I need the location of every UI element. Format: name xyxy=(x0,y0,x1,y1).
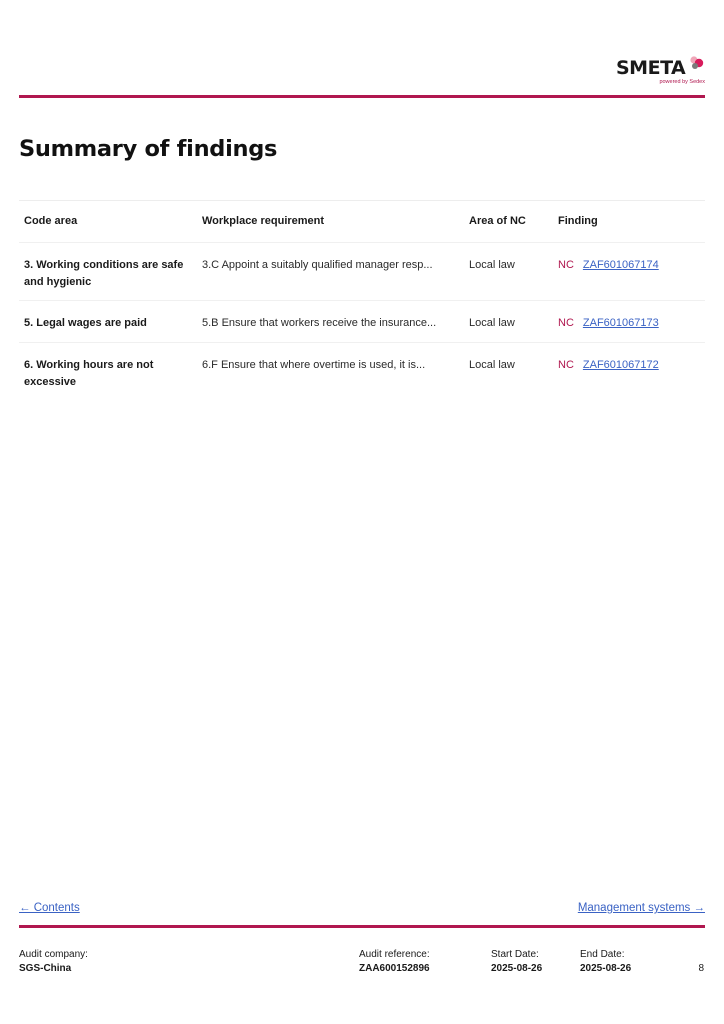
findings-table xyxy=(19,200,705,401)
finding-ref-link[interactable]: ZAF601067172 xyxy=(582,359,659,371)
code-area-cell: 3. Working conditions are safe and hygienic xyxy=(24,259,184,288)
header-divider xyxy=(19,95,705,98)
requirement-cell: 6.F Ensure that where overtime is used, it is... xyxy=(202,359,426,371)
start-date-label: Start Date: xyxy=(491,949,539,960)
nc-status-badge: NC xyxy=(558,359,574,371)
logo-wordmark: SMETA xyxy=(616,57,686,79)
table-row xyxy=(19,301,705,343)
table-row xyxy=(19,343,705,401)
area-cell: Local law xyxy=(469,259,515,271)
footer-divider xyxy=(19,925,705,928)
table-row xyxy=(19,243,705,301)
management-systems-link[interactable]: Management systems → xyxy=(577,902,705,914)
finding-cell xyxy=(553,343,705,401)
finding-cell xyxy=(553,243,705,301)
finding-ref-link[interactable]: ZAF601067173 xyxy=(582,317,659,329)
audit-company-value: SGS-China xyxy=(19,963,72,974)
start-date xyxy=(491,948,542,976)
end-date-value: 2025-08-26 xyxy=(580,963,632,974)
finding-cell xyxy=(553,301,705,343)
area-cell: Local law xyxy=(469,359,515,371)
audit-reference-label: Audit reference: xyxy=(359,949,430,960)
audit-company xyxy=(19,948,88,976)
end-date-label: End Date: xyxy=(580,949,625,960)
table-header-row xyxy=(19,201,705,243)
audit-company-label: Audit company: xyxy=(19,949,88,960)
end-date xyxy=(580,948,631,976)
page-number: 8 xyxy=(698,963,704,974)
header-code-area: Code area xyxy=(24,215,78,227)
nc-status-badge: NC xyxy=(558,259,574,271)
area-cell: Local law xyxy=(469,317,515,329)
logo-dots-icon xyxy=(686,54,706,74)
nc-status-badge: NC xyxy=(558,317,574,329)
page-title: Summary of findings xyxy=(19,136,278,162)
header-workplace-requirement: Workplace requirement xyxy=(202,215,325,227)
contents-link[interactable]: ← Contents xyxy=(19,902,80,914)
start-date-value: 2025-08-26 xyxy=(491,963,543,974)
requirement-cell: 5.B Ensure that workers receive the insurance... xyxy=(202,317,437,329)
logo-tagline: powered by Sedex xyxy=(659,79,705,85)
smeta-logo xyxy=(616,54,706,90)
finding-ref-link[interactable]: ZAF601067174 xyxy=(582,259,659,271)
audit-reference xyxy=(359,948,430,976)
audit-reference-value: ZAA600152896 xyxy=(359,963,430,974)
header-area-of-nc: Area of NC xyxy=(469,215,526,227)
header-finding: Finding xyxy=(558,215,598,227)
code-area-cell: 5. Legal wages are paid xyxy=(24,317,147,329)
requirement-cell: 3.C Appoint a suitably qualified manager resp... xyxy=(202,259,433,271)
code-area-cell: 6. Working hours are not excessive xyxy=(24,359,154,388)
